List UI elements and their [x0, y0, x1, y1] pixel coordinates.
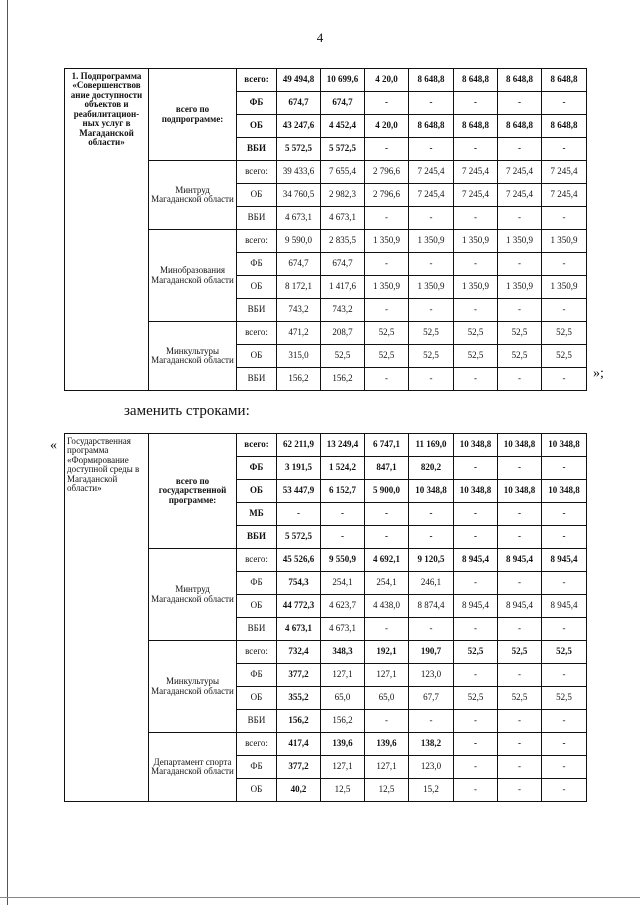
program-name-cell: 1. Подпрограмма «Совершенствов ание доступности объектов и реабилитацион-ных услуг в Магаданской области» — [65, 69, 149, 391]
value-cell: - — [454, 618, 498, 641]
value-cell: - — [454, 503, 498, 526]
new-funding-table — [64, 433, 587, 802]
value-cell: 4 438,0 — [365, 595, 409, 618]
funding-source-cell: ФБ — [237, 572, 277, 595]
value-cell: - — [498, 710, 542, 733]
funding-source-cell: ВБИ — [237, 710, 277, 733]
value-cell: - — [498, 253, 542, 276]
value-cell: 52,5 — [454, 345, 498, 368]
funding-source-cell: всего: — [237, 549, 277, 572]
value-cell: 7 245,4 — [454, 161, 498, 184]
value-cell: 15,2 — [409, 779, 454, 802]
executor-cell: Минкультуры Магаданской области — [149, 322, 237, 391]
value-cell: - — [498, 664, 542, 687]
funding-source-cell: ОБ — [237, 115, 277, 138]
value-cell: 45 526,6 — [277, 549, 321, 572]
value-cell: 4 673,1 — [321, 618, 365, 641]
value-cell: 8 874,4 — [409, 595, 454, 618]
value-cell: 8 945,4 — [454, 595, 498, 618]
value-cell: 1 524,2 — [321, 457, 365, 480]
value-cell: - — [454, 572, 498, 595]
value-cell: 315,0 — [277, 345, 321, 368]
value-cell: 1 350,9 — [542, 230, 587, 253]
value-cell: 52,5 — [498, 641, 542, 664]
funding-source-cell: всего: — [237, 733, 277, 756]
opening-quote: « — [50, 438, 57, 453]
funding-source-cell: ФБ — [237, 92, 277, 115]
value-cell: 1 350,9 — [409, 230, 454, 253]
value-cell: 8 945,4 — [454, 549, 498, 572]
value-cell: - — [454, 779, 498, 802]
value-cell: 254,1 — [321, 572, 365, 595]
value-cell: 1 350,9 — [365, 276, 409, 299]
value-cell: 8 945,4 — [542, 595, 587, 618]
value-cell: - — [409, 299, 454, 322]
value-cell: - — [321, 526, 365, 549]
value-cell: 8 648,8 — [409, 115, 454, 138]
value-cell: 4 673,1 — [277, 207, 321, 230]
left-margin-rule — [7, 0, 8, 905]
executor-cell: Минобразования Магаданской области — [149, 230, 237, 322]
value-cell: 52,5 — [498, 687, 542, 710]
value-cell: 7 245,4 — [409, 161, 454, 184]
value-cell: - — [409, 503, 454, 526]
value-cell: - — [498, 138, 542, 161]
value-cell: 8 945,4 — [498, 595, 542, 618]
value-cell: - — [365, 618, 409, 641]
value-cell: 3 191,5 — [277, 457, 321, 480]
value-cell: 127,1 — [365, 664, 409, 687]
value-cell: - — [498, 368, 542, 391]
bottom-edge-rule — [0, 897, 640, 898]
value-cell: - — [365, 368, 409, 391]
value-cell: 8 945,4 — [542, 549, 587, 572]
value-cell: 754,3 — [277, 572, 321, 595]
funding-source-cell: всего: — [237, 641, 277, 664]
value-cell: 8 648,8 — [454, 69, 498, 92]
funding-source-cell: ФБ — [237, 664, 277, 687]
value-cell: 10 348,8 — [542, 434, 587, 457]
value-cell: 12,5 — [321, 779, 365, 802]
value-cell: 8 648,8 — [498, 115, 542, 138]
value-cell: 10 348,8 — [454, 480, 498, 503]
value-cell: 7 245,4 — [454, 184, 498, 207]
value-cell: 847,1 — [365, 457, 409, 480]
value-cell: 1 350,9 — [409, 276, 454, 299]
value-cell: 53 447,9 — [277, 480, 321, 503]
value-cell: - — [498, 207, 542, 230]
value-cell: - — [542, 526, 587, 549]
value-cell: 127,1 — [365, 756, 409, 779]
value-cell: 52,5 — [454, 641, 498, 664]
value-cell: 52,5 — [365, 345, 409, 368]
value-cell: - — [542, 138, 587, 161]
value-cell: 156,2 — [321, 368, 365, 391]
funding-source-cell: ОБ — [237, 779, 277, 802]
value-cell: 4 692,1 — [365, 549, 409, 572]
value-cell: 12,5 — [365, 779, 409, 802]
value-cell: 8 648,8 — [542, 69, 587, 92]
value-cell: 7 245,4 — [542, 184, 587, 207]
value-cell: 138,2 — [409, 733, 454, 756]
value-cell: 52,5 — [542, 322, 587, 345]
value-cell: 127,1 — [321, 756, 365, 779]
value-cell: 348,3 — [321, 641, 365, 664]
value-cell: 9 590,0 — [277, 230, 321, 253]
value-cell: 10 348,8 — [454, 434, 498, 457]
value-cell: 246,1 — [409, 572, 454, 595]
funding-source-cell: всего: — [237, 230, 277, 253]
value-cell: 208,7 — [321, 322, 365, 345]
value-cell: 674,7 — [321, 92, 365, 115]
value-cell: 39 433,6 — [277, 161, 321, 184]
value-cell: - — [542, 618, 587, 641]
value-cell: 123,0 — [409, 756, 454, 779]
value-cell: 7 655,4 — [321, 161, 365, 184]
value-cell: - — [454, 253, 498, 276]
value-cell: - — [498, 92, 542, 115]
funding-source-cell: ОБ — [237, 687, 277, 710]
value-cell: 10 348,8 — [409, 480, 454, 503]
funding-source-cell: ОБ — [237, 480, 277, 503]
value-cell: - — [498, 756, 542, 779]
value-cell: - — [498, 733, 542, 756]
value-cell: 139,6 — [365, 733, 409, 756]
value-cell: - — [409, 207, 454, 230]
value-cell: - — [365, 138, 409, 161]
value-cell: 65,0 — [365, 687, 409, 710]
value-cell: 1 350,9 — [498, 276, 542, 299]
value-cell: - — [454, 756, 498, 779]
value-cell: 5 572,5 — [321, 138, 365, 161]
funding-source-cell: ОБ — [237, 345, 277, 368]
funding-source-cell: ФБ — [237, 457, 277, 480]
value-cell: 6 747,1 — [365, 434, 409, 457]
value-cell: - — [365, 207, 409, 230]
value-cell: 43 247,6 — [277, 115, 321, 138]
funding-source-cell: ОБ — [237, 184, 277, 207]
value-cell: 8 648,8 — [542, 115, 587, 138]
value-cell: 1 350,9 — [454, 276, 498, 299]
value-cell: 156,2 — [321, 710, 365, 733]
funding-source-cell: МБ — [237, 503, 277, 526]
value-cell: - — [498, 572, 542, 595]
value-cell: 8 172,1 — [277, 276, 321, 299]
funding-source-cell: ФБ — [237, 253, 277, 276]
value-cell: - — [542, 503, 587, 526]
value-cell: 52,5 — [498, 345, 542, 368]
value-cell: - — [498, 457, 542, 480]
value-cell: 2 982,3 — [321, 184, 365, 207]
value-cell: 11 169,0 — [409, 434, 454, 457]
value-cell: 10 348,8 — [498, 480, 542, 503]
executor-cell: Минтруд Магаданской области — [149, 549, 237, 641]
value-cell: 65,0 — [321, 687, 365, 710]
value-cell: 7 245,4 — [498, 184, 542, 207]
value-cell: 674,7 — [321, 253, 365, 276]
executor-cell: всего по подпрограмме: — [149, 69, 237, 161]
value-cell: - — [498, 299, 542, 322]
funding-source-cell: ОБ — [237, 595, 277, 618]
value-cell: 52,5 — [498, 322, 542, 345]
value-cell: 190,7 — [409, 641, 454, 664]
value-cell: - — [365, 526, 409, 549]
value-cell: - — [542, 207, 587, 230]
value-cell: - — [409, 92, 454, 115]
value-cell: - — [409, 710, 454, 733]
value-cell: 139,6 — [321, 733, 365, 756]
value-cell: 6 152,7 — [321, 480, 365, 503]
value-cell: 4 20,0 — [365, 69, 409, 92]
funding-source-cell: ОБ — [237, 276, 277, 299]
funding-source-cell: всего: — [237, 434, 277, 457]
value-cell: 732,4 — [277, 641, 321, 664]
value-cell: 67,7 — [409, 687, 454, 710]
value-cell: 127,1 — [321, 664, 365, 687]
value-cell: 5 900,0 — [365, 480, 409, 503]
value-cell: 8 648,8 — [454, 115, 498, 138]
value-cell: 820,2 — [409, 457, 454, 480]
value-cell: 52,5 — [542, 687, 587, 710]
value-cell: 7 245,4 — [542, 161, 587, 184]
value-cell: - — [542, 710, 587, 733]
funding-source-cell: ВБИ — [237, 138, 277, 161]
value-cell: - — [409, 618, 454, 641]
value-cell: - — [365, 92, 409, 115]
value-cell: 377,2 — [277, 664, 321, 687]
value-cell: - — [542, 572, 587, 595]
value-cell: 52,5 — [365, 322, 409, 345]
value-cell: - — [542, 368, 587, 391]
value-cell: 7 245,4 — [498, 161, 542, 184]
value-cell: 192,1 — [365, 641, 409, 664]
funding-source-cell: ВБИ — [237, 207, 277, 230]
value-cell: 2 835,5 — [321, 230, 365, 253]
value-cell: 674,7 — [277, 92, 321, 115]
value-cell: 2 796,6 — [365, 161, 409, 184]
value-cell: - — [542, 457, 587, 480]
funding-source-cell: ФБ — [237, 756, 277, 779]
table-row — [65, 434, 587, 457]
value-cell: 52,5 — [454, 687, 498, 710]
value-cell: - — [277, 503, 321, 526]
value-cell: 471,2 — [277, 322, 321, 345]
value-cell: - — [454, 664, 498, 687]
value-cell: 4 673,1 — [321, 207, 365, 230]
value-cell: 7 245,4 — [409, 184, 454, 207]
value-cell: - — [454, 92, 498, 115]
value-cell: 4 623,7 — [321, 595, 365, 618]
value-cell: 62 211,9 — [277, 434, 321, 457]
value-cell: 4 452,4 — [321, 115, 365, 138]
value-cell: 13 249,4 — [321, 434, 365, 457]
value-cell: - — [409, 526, 454, 549]
value-cell: - — [454, 733, 498, 756]
value-cell: - — [454, 138, 498, 161]
value-cell: - — [365, 710, 409, 733]
funding-source-cell: ВБИ — [237, 618, 277, 641]
value-cell: 417,4 — [277, 733, 321, 756]
value-cell: - — [498, 618, 542, 641]
value-cell: 52,5 — [542, 345, 587, 368]
closing-quote: »; — [593, 366, 604, 381]
value-cell: - — [454, 457, 498, 480]
value-cell: 156,2 — [277, 710, 321, 733]
value-cell: 377,2 — [277, 756, 321, 779]
executor-cell: всего по государственной программе: — [149, 434, 237, 549]
value-cell: 40,2 — [277, 779, 321, 802]
value-cell: 156,2 — [277, 368, 321, 391]
value-cell: - — [454, 526, 498, 549]
value-cell: - — [409, 253, 454, 276]
value-cell: 254,1 — [365, 572, 409, 595]
funding-source-cell: всего: — [237, 161, 277, 184]
value-cell: 10 699,6 — [321, 69, 365, 92]
value-cell: 8 945,4 — [498, 549, 542, 572]
value-cell: 355,2 — [277, 687, 321, 710]
value-cell: 52,5 — [321, 345, 365, 368]
value-cell: - — [542, 92, 587, 115]
value-cell: 9 120,5 — [409, 549, 454, 572]
funding-source-cell: ВБИ — [237, 526, 277, 549]
value-cell: 52,5 — [542, 641, 587, 664]
value-cell: - — [542, 756, 587, 779]
value-cell: 8 648,8 — [498, 69, 542, 92]
value-cell: - — [454, 710, 498, 733]
funding-source-cell: ВБИ — [237, 299, 277, 322]
table-row — [65, 69, 587, 92]
executor-cell: Департамент спорта Магаданской области — [149, 733, 237, 802]
value-cell: - — [498, 779, 542, 802]
old-funding-table — [64, 68, 587, 391]
value-cell: 52,5 — [409, 345, 454, 368]
value-cell: - — [454, 299, 498, 322]
replace-heading: заменить строками: — [124, 403, 250, 419]
value-cell: 10 348,8 — [498, 434, 542, 457]
value-cell: - — [542, 664, 587, 687]
value-cell: 4 20,0 — [365, 115, 409, 138]
value-cell: - — [498, 503, 542, 526]
value-cell: 8 648,8 — [409, 69, 454, 92]
value-cell: 2 796,6 — [365, 184, 409, 207]
value-cell: 4 673,1 — [277, 618, 321, 641]
value-cell: - — [454, 368, 498, 391]
funding-source-cell: всего: — [237, 69, 277, 92]
value-cell: - — [365, 503, 409, 526]
value-cell: - — [542, 779, 587, 802]
value-cell: 10 348,8 — [542, 480, 587, 503]
value-cell: 44 772,3 — [277, 595, 321, 618]
value-cell: 34 760,5 — [277, 184, 321, 207]
value-cell: - — [409, 138, 454, 161]
value-cell: 123,0 — [409, 664, 454, 687]
value-cell: 52,5 — [409, 322, 454, 345]
value-cell: 49 494,8 — [277, 69, 321, 92]
value-cell: - — [498, 526, 542, 549]
program-name-cell: Государственная программа «Формирование доступной среды в Магаданской области» — [65, 434, 149, 802]
value-cell: - — [409, 368, 454, 391]
value-cell: - — [365, 253, 409, 276]
value-cell: 674,7 — [277, 253, 321, 276]
value-cell: 5 572,5 — [277, 138, 321, 161]
value-cell: 52,5 — [454, 322, 498, 345]
value-cell: 743,2 — [277, 299, 321, 322]
value-cell: 743,2 — [321, 299, 365, 322]
funding-source-cell: всего: — [237, 322, 277, 345]
executor-cell: Минтруд Магаданской области — [149, 161, 237, 230]
value-cell: - — [542, 253, 587, 276]
value-cell: - — [321, 503, 365, 526]
funding-source-cell: ВБИ — [237, 368, 277, 391]
value-cell: 1 350,9 — [365, 230, 409, 253]
value-cell: - — [542, 733, 587, 756]
page-number: 4 — [316, 30, 324, 45]
executor-cell: Минкультуры Магаданской области — [149, 641, 237, 733]
value-cell: 9 550,9 — [321, 549, 365, 572]
value-cell: 5 572,5 — [277, 526, 321, 549]
value-cell: 1 350,9 — [542, 276, 587, 299]
value-cell: - — [365, 299, 409, 322]
value-cell: - — [542, 299, 587, 322]
value-cell: 1 350,9 — [454, 230, 498, 253]
value-cell: 1 350,9 — [498, 230, 542, 253]
value-cell: 1 417,6 — [321, 276, 365, 299]
value-cell: - — [454, 207, 498, 230]
